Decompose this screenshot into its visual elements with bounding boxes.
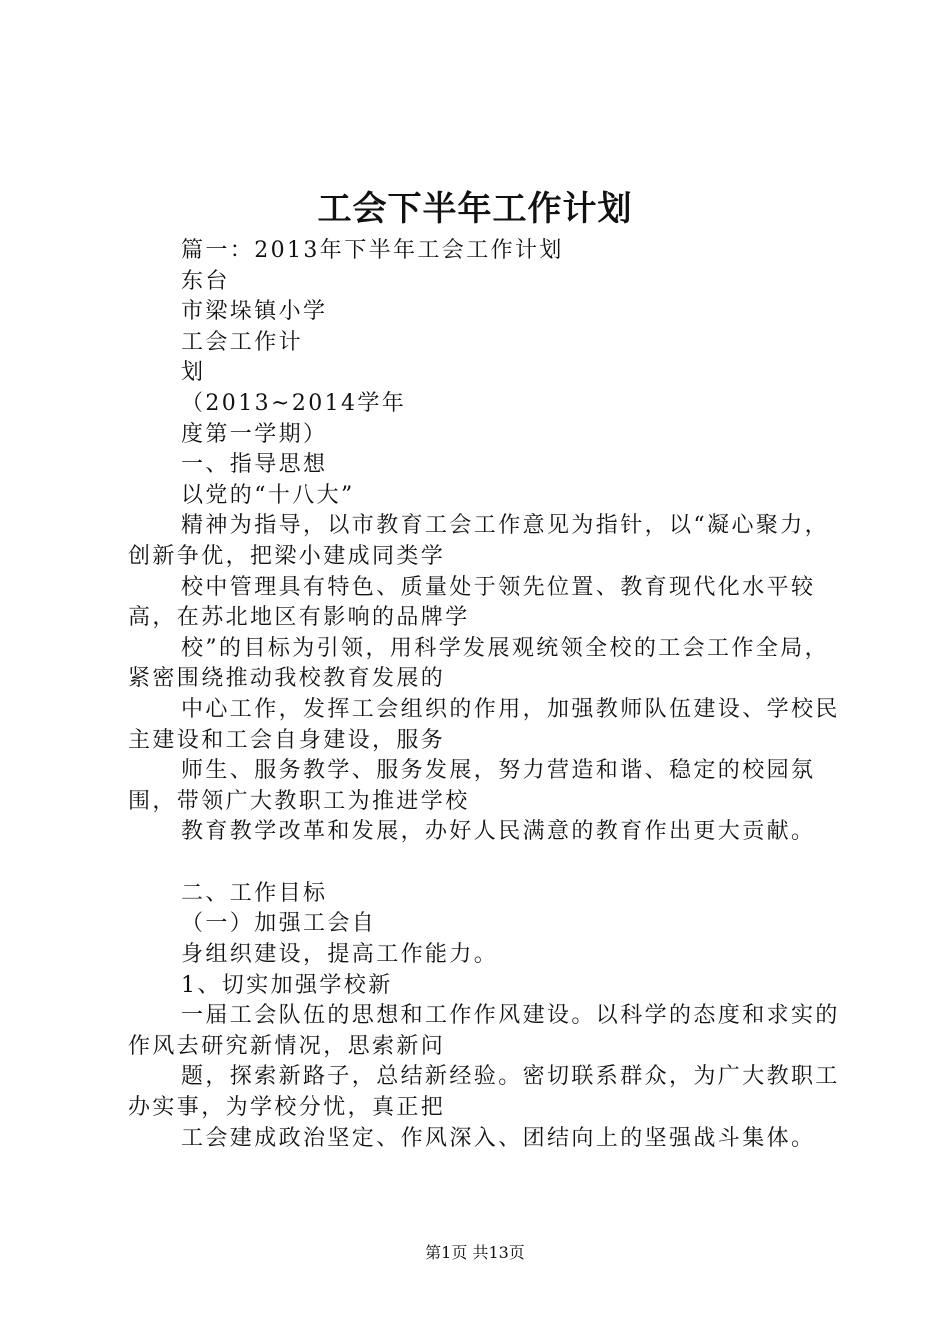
text-line: 身组织建设，提高工作能力。 <box>181 942 499 968</box>
page-footer: 第1页 共13页 <box>425 1243 525 1262</box>
text-line: 篇一：2013年下半年工会工作计划 <box>181 238 564 263</box>
paragraph: 师生、服务教学、服务发展，努力营造和谐、稳定的校园氛围，带领广大教职工为推进学校 <box>128 758 816 814</box>
text-line: 市梁垛镇小学 <box>181 299 328 325</box>
paragraph: 教育教学改革和发展，办好人民满意的教育作出更大贡献。 <box>181 819 816 845</box>
document-title: 工会下半年工作计划 <box>317 189 633 229</box>
text-line: 东台 <box>181 268 230 294</box>
blank-line <box>128 848 840 879</box>
paragraph: 工会建成政治坚定、作风深入、团结向上的坚强战斗集体。 <box>181 1125 816 1151</box>
text-line: 以党的“十八大” <box>181 482 355 508</box>
document-body <box>128 236 840 1154</box>
paragraph: 一届工会队伍的思想和工作作风建设。以科学的态度和求实的作风去研究新情况，思索新问 <box>128 1003 840 1059</box>
paragraph: 校中管理具有特色、质量处于领先位置、教育现代化水平较高，在苏北地区有影响的品牌学 <box>128 574 816 631</box>
text-line: （2013~2014学年 <box>181 390 407 416</box>
paragraph: 校”的目标为引领，用科学发展观统领全校的工会工作全局，紧密围绕推动我校教育发展的 <box>128 635 830 692</box>
text-line: 划 <box>181 360 206 386</box>
paragraph: 题，探索新路子，总结新经验。密切联系群众，为广大教职工办实事，为学校分忧，真正把 <box>128 1064 840 1121</box>
text-line: 1、切实加强学校新 <box>181 972 393 998</box>
paragraph: 精神为指导，以市教育工会工作意见为指针，以“凝心聚力，创新争优，把梁小建成同类学 <box>128 513 830 569</box>
text-line: 工会工作计 <box>181 329 304 355</box>
paragraph: 中心工作，发挥工会组织的作用，加强教师队伍建设、学校民主建设和工会自身建设，服务 <box>128 696 840 753</box>
text-line: （一）加强工会自 <box>181 911 377 937</box>
section-heading: 一、指导思想 <box>181 452 328 478</box>
text-line: 度第一学期） <box>181 421 328 447</box>
section-heading: 二、工作目标 <box>181 880 328 906</box>
